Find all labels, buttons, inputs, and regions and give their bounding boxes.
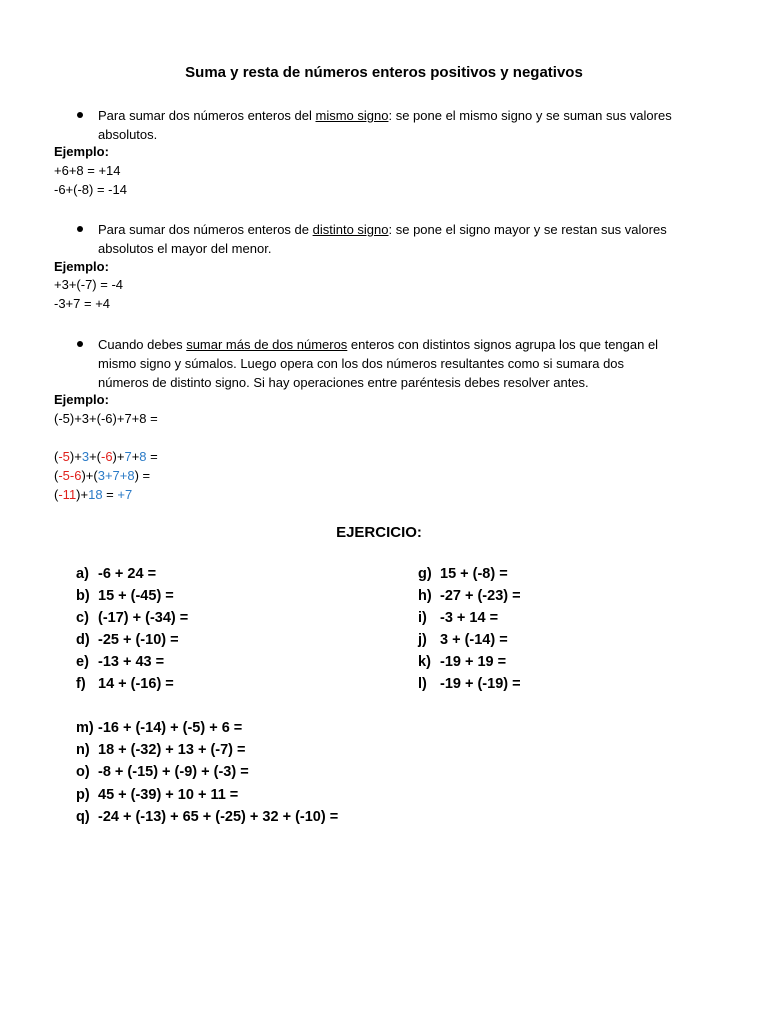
exercise-item: a) -6 + 24 = — [76, 566, 157, 582]
example-label: Ejemplo: — [54, 392, 109, 407]
example-line: +3+(-7) = -4 — [54, 277, 124, 292]
exercise-item: j) 3 + (-14) = — [418, 632, 508, 648]
example-label: Ejemplo: — [54, 144, 109, 159]
exercise-item: b) 15 + (-45) = — [76, 588, 174, 604]
exercise-item: e) -13 + 43 = — [76, 654, 165, 670]
example-line: +6+8 = +14 — [54, 163, 121, 178]
exercise-item: i) -3 + 14 = — [418, 610, 499, 626]
exercise-item: k) -19 + 19 = — [418, 654, 507, 670]
exercise-item: c) (-17) + (-34) = — [76, 610, 189, 626]
exercise-item: m) -16 + (-14) + (-5) + 6 = — [76, 720, 243, 736]
exercise-item: g) 15 + (-8) = — [418, 566, 508, 582]
colored-example-line: (-11)+18 = +7 — [54, 487, 133, 502]
example-line: -3+7 = +4 — [54, 296, 111, 311]
rule-bullet-same-sign: Para sumar dos números enteros del mismo signo: se pone el mismo signo y se suman sus valores absolutos. — [98, 108, 672, 142]
colored-example-line: (-5-6)+(3+7+8) = — [54, 468, 151, 483]
exercise-item: n) 18 + (-32) + 13 + (-7) = — [76, 742, 246, 758]
underlined-term: mismo signo — [315, 108, 389, 123]
underlined-term: distinto signo — [312, 222, 389, 237]
exercise-item: f) 14 + (-16) = — [76, 676, 174, 692]
exercise-title: EJERCICIO: — [336, 524, 422, 541]
example-label: Ejemplo: — [54, 259, 109, 274]
example-line: (-5)+3+(-6)+7+8 = — [54, 411, 158, 426]
exercise-item: o) -8 + (-15) + (-9) + (-3) = — [76, 764, 249, 780]
rule-bullet-many-numbers: Cuando debes sumar más de dos números enteros con distintos signos agrupa los que tengan el mismo signo y súmalos. Luego opera con los dos números resultantes como si sumara dos números de distinto signo. Si hay operaciones entre paréntesis debes resolver antes. — [98, 337, 659, 390]
exercise-item: p) 45 + (-39) + 10 + 11 = — [76, 787, 239, 803]
exercise-item: d) -25 + (-10) = — [76, 632, 179, 648]
underlined-term: sumar más de dos números — [186, 337, 348, 352]
exercise-item: q) -24 + (-13) + 65 + (-25) + 32 + (-10) = — [76, 809, 339, 825]
example-line: -6+(-8) = -14 — [54, 182, 127, 197]
rule-bullet-different-sign: Para sumar dos números enteros de distinto signo: se pone el signo mayor y se restan sus valores absolutos el mayor del menor. — [98, 222, 667, 256]
exercise-item: h) -27 + (-23) = — [418, 588, 521, 604]
page-title: Suma y resta de números enteros positivos y negativos — [185, 64, 583, 81]
colored-example-line: (-5)+3+(-6)+7+8 = — [54, 449, 158, 464]
exercise-item: l) -19 + (-19) = — [418, 676, 521, 692]
